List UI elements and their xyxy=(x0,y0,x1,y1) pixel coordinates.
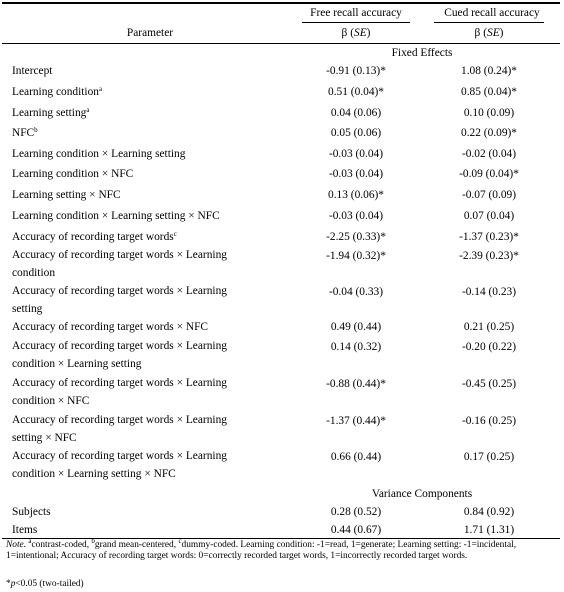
cued-recall-header-rule xyxy=(434,22,544,23)
free-recall-value: -1.94 (0.32)* xyxy=(326,250,386,262)
cued-recall-beta-header: β (SE) xyxy=(474,27,504,39)
cued-recall-value: -0.45 (0.25) xyxy=(461,378,517,390)
parameter-label: Learning condition × Learning setting xyxy=(12,148,186,160)
parameter-label: Accuracy of recording target words$^c$ xyxy=(12,230,177,243)
free-recall-value: -0.03 (0.04) xyxy=(328,168,384,180)
free-recall-value: -2.25 (0.33)* xyxy=(326,231,386,243)
free-recall-value: 0.66 (0.44) xyxy=(330,451,382,463)
cued-recall-value: -0.02 (0.04) xyxy=(461,148,517,160)
free-recall-header-rule xyxy=(302,22,410,23)
parameter-label: Accuracy of recording target words × Learning condition xyxy=(12,249,227,279)
free-recall-value: 0.04 (0.06) xyxy=(330,107,382,119)
free-recall-value: -1.37 (0.44)* xyxy=(326,415,386,427)
significance-note: *p<0.05 (two-tailed) xyxy=(6,579,84,589)
cued-recall-value: -0.20 (0.22) xyxy=(461,341,517,353)
cued-recall-value: 0.85 (0.04)* xyxy=(461,86,517,98)
cued-recall-value: 0.07 (0.04) xyxy=(463,210,515,222)
free-recall-value: 0.13 (0.06)* xyxy=(328,189,384,201)
table-top-rule xyxy=(2,2,560,4)
parameter-label: Learning condition$^a$ xyxy=(12,85,103,98)
header-bottom-rule xyxy=(2,43,560,44)
cued-recall-value: -1.37 (0.23)* xyxy=(459,231,519,243)
table-bottom-rule xyxy=(2,538,560,539)
cued-recall-value: 1.08 (0.24)* xyxy=(461,65,517,77)
free-recall-value: 0.51 (0.04)* xyxy=(328,86,384,98)
free-recall-value: 0.49 (0.44) xyxy=(330,321,382,333)
parameter-label: Accuracy of recording target words × Learning condition × Learning setting × NFC xyxy=(12,450,227,480)
free-recall-value: -0.04 (0.33) xyxy=(328,286,384,298)
cued-recall-value: -0.07 (0.09) xyxy=(461,189,517,201)
parameter-label: Intercept xyxy=(12,65,53,77)
fixed-effects-title: Fixed Effects xyxy=(391,47,453,59)
free-recall-value: -0.88 (0.44)* xyxy=(326,378,386,390)
parameter-label: Accuracy of recording target words × Learning condition × NFC xyxy=(12,377,227,407)
parameter-label: Accuracy of recording target words × Learning condition × Learning setting xyxy=(12,340,227,370)
parameter-label: Learning setting$^a$ xyxy=(12,106,90,119)
cued-recall-value: -0.14 (0.23) xyxy=(461,286,517,298)
cued-recall-value: 0.22 (0.09)* xyxy=(461,127,517,139)
free-recall-value: -0.91 (0.13)* xyxy=(326,65,386,77)
cued-recall-value: 0.10 (0.09) xyxy=(463,107,515,119)
parameter-label: Learning condition × Learning setting × NFC xyxy=(12,210,220,222)
parameter-label: Accuracy of recording target words × Learning setting xyxy=(12,285,227,315)
parameter-label: Accuracy of recording target words × Learning setting × NFC xyxy=(12,414,227,444)
free-recall-value: -0.03 (0.04) xyxy=(328,148,384,160)
free-recall-value: 0.28 (0.52) xyxy=(330,506,382,518)
cued-recall-value: -0.09 (0.04)* xyxy=(459,168,519,180)
parameter-label: Items xyxy=(12,524,38,536)
parameter-header: Parameter xyxy=(126,27,174,39)
parameter-label: Learning condition × NFC xyxy=(12,168,134,180)
cued-recall-value: 0.21 (0.25) xyxy=(463,321,515,333)
cued-recall-header: Cued recall accuracy xyxy=(444,7,540,19)
free-recall-beta-header: β (SE) xyxy=(341,27,371,39)
free-recall-header: Free recall accuracy xyxy=(310,7,402,19)
table-note: Note. $^a$contrast-coded, $^b$grand mean-centered, $^c$dummy-coded. Learning condition: -1=read, 1=generate; Learning setting: -1=incidental, 1=intentional; Accuracy of recording target words: 0=correctly recorded target words, 1=incorrectly recorded target words. xyxy=(6,537,517,562)
cued-recall-value: -0.16 (0.25) xyxy=(461,415,517,427)
cued-recall-value: 0.17 (0.25) xyxy=(463,451,515,463)
parameter-label: Subjects xyxy=(12,506,51,518)
free-recall-value: 0.44 (0.67) xyxy=(330,524,382,536)
parameter-label: Learning setting × NFC xyxy=(12,189,121,201)
cued-recall-value: -2.39 (0.23)* xyxy=(459,250,519,262)
cued-recall-value: 0.84 (0.92) xyxy=(463,506,515,518)
parameter-label: NFC$^b$ xyxy=(12,126,38,139)
parameter-label: Accuracy of recording target words × NFC xyxy=(12,321,208,333)
cued-recall-value: 1.71 (1.31) xyxy=(463,524,515,536)
free-recall-value: -0.03 (0.04) xyxy=(328,210,384,222)
free-recall-value: 0.05 (0.06) xyxy=(330,127,382,139)
free-recall-value: 0.14 (0.32) xyxy=(330,341,382,353)
variance-components-title: Variance Components xyxy=(371,488,473,500)
